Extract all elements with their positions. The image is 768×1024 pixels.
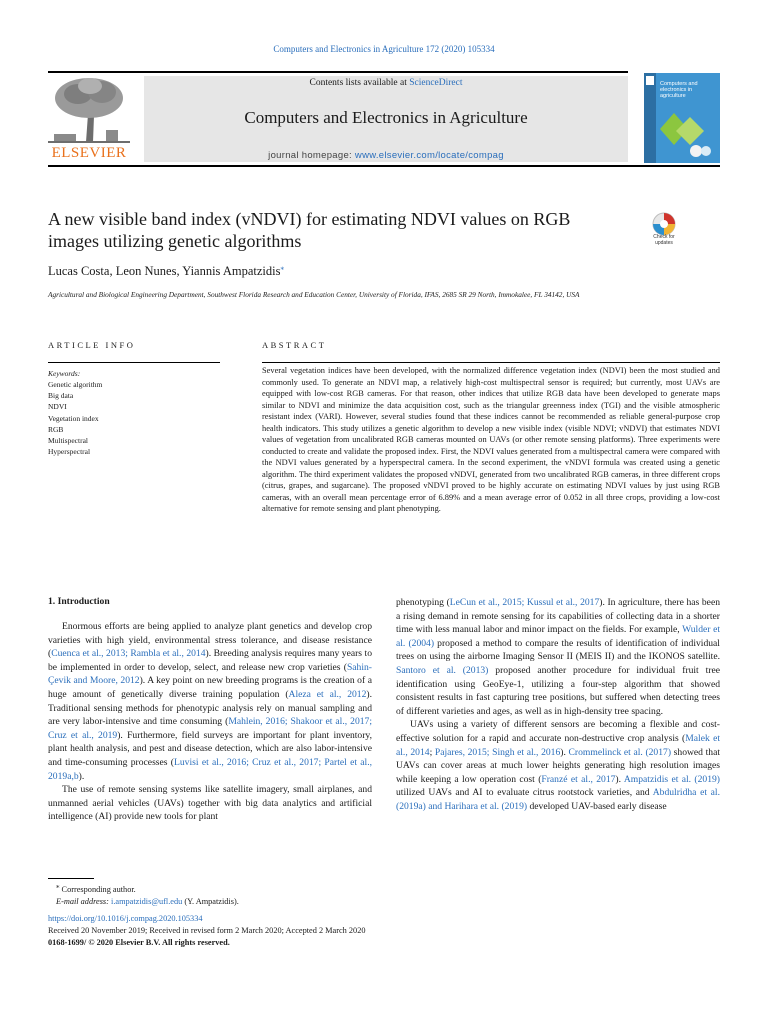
abstract-text: Several vegetation indices have been developed, with the normalized difference vegetation index (NDVI) been the most studied and commonly used. To generate an NDVI map, a relatively high-cost multispectral sensor is required; but currently, most UAVs are equipped with low-cost RGB cameras. For that reason, other indices that utilize RGB data have been developed to generate maps similar to NDVI and minimize the data acquisition cost, such as the triangular greenness index (TGI) and the visible atmospheric resistant index (VARI). However, several studies found that these indices cannot be recommended as reliable general-purpose crop health indicators. This study utilizes a genetic algorithm to develop a new visible index (visible NDVI; vNDVI) that estimates NDVI values of vegetation from uncalibrated RGB cameras mounted on UAVs (or other remote sensing platforms). Three experiments were conducted to create and validate the proposed index. First, the NDVI values generated from a multispectral camera were compared with the NDVI values generated by a hyperspectral camera. In the second experiment, the vNDVI formula was created using a genetic algorithm. The third experiment validates the proposed vNDVI, generated from two uncalibrated RGB cameras, in three different crops (citrus, grapes, and sugarcane). The proposed vNDVI proved to be highly accurate on estimating NDVI values by just using RGB cameras, with an overall mean percentage error of 6.89% and a mean average error of 0.052 in all three crops, providing a low-cost alternative for remote sensing and plant phenotyping. <box>262 366 720 513</box>
journal-citation[interactable]: Computers and Electronics in Agriculture 172 (2020) 105334 <box>273 44 495 54</box>
intro-paragraph <box>396 718 720 813</box>
paragraph-text: ). Traditional sensing methods for phenotypic analysis rely on manual sampling and are very labor-intensive and time consuming ( <box>48 688 372 728</box>
paragraph-text: proposed another procedure for individual fruit tree identification using GeoEye-1, utilizing a four-step algorithm that showed consistent results in fast capturing tree positions, but suffered when detecting trees of different varieties and ages, as well as in high-density tree spacing. <box>396 664 720 717</box>
journal-homepage: journal homepage: www.elsevier.com/locate/compag <box>268 150 504 161</box>
footnote-rule <box>48 878 94 879</box>
crossmark-badge[interactable] <box>646 212 682 252</box>
introduction-heading: 1. Introduction <box>48 596 110 607</box>
footnotes <box>48 881 239 908</box>
intro-paragraph <box>396 596 720 718</box>
keyword-item: NDVI <box>48 402 67 412</box>
keyword-item: Hyperspectral <box>48 447 91 457</box>
email-link[interactable]: i.ampatzidis@ufl.edu <box>111 896 183 906</box>
author-affiliation: Agricultural and Biological Engineering Department, Southwest Florida Research and Education Center, University of Florida, IFAS, 2685 SR 29 North, Immokalee, FL 34142, USA <box>48 290 580 299</box>
citation-link[interactable]: Abdulridha et al. (2019a) and Harihara et al. (2019) <box>396 787 720 812</box>
doi-link[interactable]: https://doi.org/10.1016/j.compag.2020.105334 <box>48 914 203 923</box>
copyright-line: 0168-1699/ © 2020 Elsevier B.V. All rights reserved. <box>48 938 230 947</box>
intro-right-column <box>396 596 720 814</box>
paragraph-text: utilized UAVs and AI to evaluate citrus rootstock varieties, and <box>396 787 653 799</box>
corresponding-footnote: ⁎ Corresponding author. <box>56 883 136 894</box>
citation-link[interactable]: Aleza et al., 2012 <box>288 688 367 700</box>
citation-link[interactable]: Sahin-Çevik and Moore, 2012 <box>48 661 372 687</box>
corresponding-author-marker[interactable]: ⁎ <box>280 264 284 272</box>
elsevier-logo[interactable] <box>48 74 130 162</box>
citation-link[interactable]: Mahlein, 2016; Shakoor et al., 2017; Cruz et al., 2019 <box>48 716 372 741</box>
cover-title: Computers and electronics in agriculture <box>660 81 698 99</box>
paragraph-text: ). <box>78 770 85 782</box>
keyword-list <box>48 379 102 457</box>
citation-link[interactable]: LeCun et al., 2015; Kussul et al., 2017 <box>449 597 600 608</box>
contents-line: Contents lists available at ScienceDirect <box>309 78 463 88</box>
paragraph-text: developed UAV-based early disease <box>527 800 667 812</box>
crossmark-label: Check for updates <box>653 234 675 246</box>
citation-link[interactable]: Santoro et al. (2013) <box>396 664 489 676</box>
paragraph-text: showed that UAVs can cover areas at much lower heights generating high resolution images while keeping a low operation cost ( <box>396 746 721 785</box>
sciencedirect-link[interactable]: ScienceDirect <box>409 78 463 88</box>
paragraph-text: Enormous efforts are being applied to analyze plant genetics and develop crop varieties with high yield, environmental stress tolerance, and disease resistance ( <box>48 621 372 660</box>
article-info-rule <box>48 362 220 363</box>
paragraph-text: ; <box>429 746 435 758</box>
paragraph-text: ). In agriculture, there has been a rising demand in remote sensing for its capabilities of collecting data in a shorter time with less manual labor and minor impact on the fields. For example, <box>396 597 720 636</box>
citation-link[interactable]: Ampatzidis et al. (2019) <box>623 773 720 785</box>
keyword-item: Genetic algorithm <box>48 380 103 389</box>
paragraph-text: proposed a method to compare the results of identification of individual trees on using the airborne Imaging Sensor II (MEIS II) and the IKONOS satellite. <box>396 637 720 663</box>
citation-link[interactable]: Crommelinck et al. (2017) <box>568 746 672 758</box>
keyword-item: Big data <box>48 391 74 401</box>
banner-bottom-rule <box>48 165 720 167</box>
citation-link[interactable]: Malek et al., 2014 <box>396 732 720 758</box>
article-title: A new visible band index (vNDVI) for estimating NDVI values on RGB images utilizing genetic algorithms <box>48 209 571 251</box>
article-info-heading: ARTICLE INFO <box>48 340 136 350</box>
article-history <box>48 913 366 949</box>
abstract-rule <box>262 362 720 363</box>
author-list: Lucas Costa, Leon Nunes, Yiannis Ampatzidis⁎ <box>48 264 284 279</box>
paragraph-text: ). Breeding analysis requires many years to be implemented in order to develop, select, and release new crop varieties ( <box>48 648 372 673</box>
journal-cover-thumbnail[interactable] <box>644 73 720 163</box>
keyword-item: Multispectral <box>48 436 88 446</box>
citation-link[interactable]: Cuenca et al., 2013; Rambla et al., 2014 <box>51 648 206 660</box>
keyword-item: RGB <box>48 424 64 434</box>
intro-paragraph <box>48 783 372 824</box>
paragraph-text: ). <box>560 746 569 758</box>
paragraph-text: The use of remote sensing systems like satellite imagery, small airplanes, and unmanned aerial vehicles (UAVs) together with big data analytics and artificial intelligence (AI) provide new tools for plant <box>48 784 372 823</box>
citation-link[interactable]: Luvisi et al., 2016; Cruz et al., 2017; Partel et al., 2019a,b <box>48 756 373 782</box>
email-footnote: E-mail address: i.ampatzidis@ufl.edu (Y. Ampatzidis). <box>56 896 239 906</box>
keywords-label: Keywords: <box>48 369 81 378</box>
banner-top-rule <box>48 71 628 73</box>
paragraph-text: ). A key point on new breeding programs is the creation of a huge amount of genetically diverse training population ( <box>48 675 372 700</box>
keyword-item: Vegetation index <box>48 413 99 423</box>
paragraph-text: phenotyping ( <box>396 597 450 608</box>
elsevier-wordmark: ELSEVIER <box>51 145 127 161</box>
paragraph-text: ). <box>615 773 624 785</box>
citation-link[interactable]: Franzé et al., 2017 <box>541 773 616 785</box>
tree-logo-icon <box>48 74 130 144</box>
intro-left-column <box>48 620 372 824</box>
citation-link[interactable]: Pajares, 2015; Singh et al., 2016 <box>434 746 561 758</box>
paragraph-text: UAVs using a variety of different sensors are becoming a flexible and cost-effective solution for a rapid and accurate non-destructive crop analysis ( <box>396 719 720 744</box>
intro-paragraph <box>48 620 372 783</box>
crossmark-icon <box>646 212 682 236</box>
received-dates: Received 20 November 2019; Received in revised form 2 March 2020; Accepted 2 March 2020 <box>48 926 366 935</box>
paragraph-text: ). Furthermore, field surveys are important for plant inventory, plant health analysis, and pest and disease detection, which are also labor-intensive and time-consuming processes ( <box>48 729 372 768</box>
abstract-heading: ABSTRACT <box>262 340 327 350</box>
citation-link[interactable]: Wulder et al. (2004) <box>396 624 720 649</box>
journal-title: Computers and Electronics in Agriculture <box>244 108 528 127</box>
homepage-link[interactable]: www.elsevier.com/locate/compag <box>354 150 504 161</box>
